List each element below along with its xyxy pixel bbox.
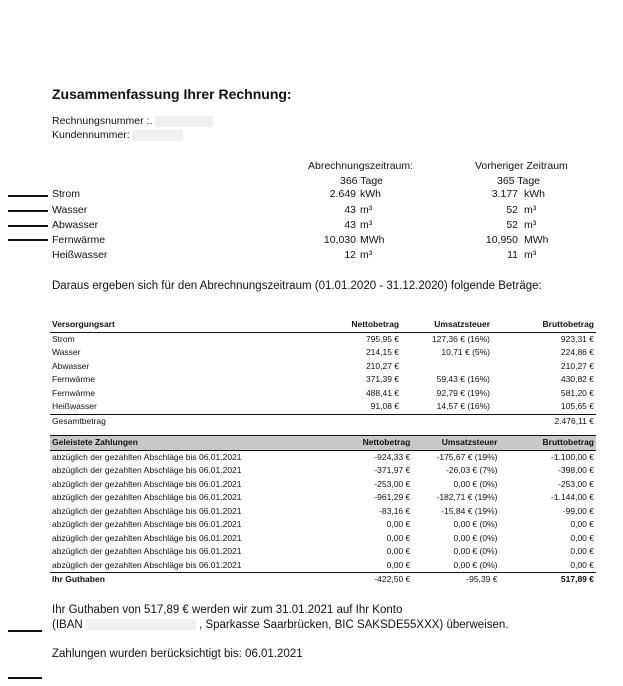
- table-header-row: [50, 318, 596, 332]
- previous-value: 3.177: [491, 188, 518, 200]
- table-header-row: [50, 436, 596, 451]
- vat-amount: 10,71 € (5%): [441, 347, 491, 357]
- margin-mark: [8, 239, 48, 241]
- net-amount: 210,27 €: [365, 360, 400, 371]
- gross-amount: 224,86 €: [560, 347, 594, 357]
- payments-considered-text: Zahlungen wurden berücksichtigt bis: 06.01.2021: [52, 648, 303, 660]
- previous-period-header: Vorheriger Zeitraum: [475, 160, 568, 172]
- margin-mark: [8, 677, 42, 679]
- table-row: [50, 373, 596, 387]
- table-row: [50, 400, 596, 414]
- previous-value: 10,950: [485, 234, 518, 246]
- period-header: Abrechnungszeitraum:: [308, 160, 414, 172]
- table-row: [50, 360, 596, 374]
- table-row: [50, 559, 596, 573]
- column-header: Nettobetrag: [311, 318, 401, 332]
- table-row: [50, 491, 596, 505]
- column-header: Bruttobetrag: [492, 318, 596, 332]
- summary-label: Heißwasser: [52, 249, 108, 261]
- net-amount: -961,29 €: [374, 492, 411, 502]
- table-row: [50, 464, 596, 478]
- vat-amount: 92,79 € (19%): [436, 387, 491, 398]
- column-header: Geleistete Zahlungen: [50, 436, 140, 451]
- summary-label: Wasser: [52, 204, 88, 216]
- gross-amount: -1.144,00 €: [550, 492, 594, 502]
- credit-label: Ihr Guthaben: [52, 574, 105, 584]
- previous-unit: m³: [524, 204, 537, 216]
- vat-amount: [401, 360, 492, 374]
- gross-amount: 0,00 €: [570, 532, 594, 543]
- supply-type: Abwasser: [52, 360, 90, 371]
- gross-amount: -1.100,00 €: [550, 451, 594, 462]
- gross-amount: 0,00 €: [570, 546, 594, 556]
- supply-type: Strom: [52, 333, 75, 344]
- payments-table: [50, 435, 596, 587]
- current-unit: kWh: [360, 188, 381, 200]
- vat-amount: -182,71 € (19%): [436, 492, 498, 502]
- net-amount: 795,95 €: [365, 333, 400, 344]
- payment-description: abzüglich der gezahlten Abschläge bis 06.01.2021: [52, 478, 242, 489]
- vat-amount: 127,36 € (16%): [431, 333, 491, 344]
- table-row: [50, 505, 596, 519]
- total-value: 2.476,11 €: [554, 415, 594, 426]
- supply-type: Fernwärme: [52, 387, 95, 398]
- summary-label: Fernwärme: [52, 234, 106, 246]
- redacted-iban: [86, 619, 196, 630]
- previous-value: 52: [506, 204, 518, 216]
- table-row: [50, 346, 596, 360]
- document-title: Zusammenfassung Ihrer Rechnung:: [52, 86, 292, 102]
- payment-description: abzüglich der gezahlten Abschläge bis 06.01.2021: [52, 451, 242, 462]
- table-row: [50, 518, 596, 532]
- gross-amount: 210,27 €: [560, 360, 594, 371]
- net-amount: 371,39 €: [365, 374, 400, 384]
- net-amount: -253,00 €: [374, 478, 411, 489]
- net-amount: 214,15 €: [365, 347, 400, 357]
- gross-amount: 581,20 €: [560, 387, 594, 398]
- supply-type: Fernwärme: [52, 374, 95, 384]
- previous-value: 52: [506, 219, 518, 231]
- previous-period-days: 365 Tage: [497, 175, 541, 187]
- previous-unit: kWh: [524, 188, 545, 200]
- total-label: Gesamtbetrag: [52, 415, 106, 426]
- payment-description: abzüglich der gezahlten Abschläge bis 06.01.2021: [52, 532, 242, 543]
- current-value: 43: [344, 219, 356, 231]
- gross-amount: -99,00 €: [562, 505, 594, 516]
- payment-description: abzüglich der gezahlten Abschläge bis 06.01.2021: [52, 519, 242, 529]
- margin-mark: [8, 630, 42, 632]
- margin-mark: [8, 210, 48, 212]
- current-unit: m³: [360, 204, 373, 216]
- redacted-customer-number: [133, 130, 183, 141]
- table-row: [50, 450, 596, 464]
- payment-description: abzüglich der gezahlten Abschläge bis 06.01.2021: [52, 505, 242, 516]
- net-amount: -924,33 €: [374, 451, 411, 462]
- vat-amount: 0,00 € (0%): [412, 559, 499, 573]
- customer-number-row: [52, 129, 183, 141]
- vat-amount: 59,43 € (16%): [436, 374, 491, 384]
- vat-amount: 0,00 € (0%): [453, 478, 498, 489]
- previous-value: 11: [507, 249, 518, 261]
- table-row: [50, 545, 596, 559]
- gross-amount: 430,82 €: [560, 374, 594, 384]
- previous-unit: m³: [524, 219, 537, 231]
- current-value: 12: [344, 249, 356, 261]
- summary-label: Strom: [52, 188, 81, 200]
- gross-amount: 105,65 €: [492, 400, 596, 414]
- vat-amount: 0,00 € (0%): [453, 546, 498, 556]
- net-amount: -83,16 €: [379, 505, 411, 516]
- credit-row: [50, 573, 596, 587]
- supply-table: [50, 318, 596, 428]
- vat-amount: 14,57 € (16%): [401, 400, 492, 414]
- payment-description: abzüglich der gezahlten Abschläge bis 06.01.2021: [52, 465, 242, 475]
- credit-net: -422,50 €: [374, 574, 411, 584]
- bank-details-rest: , Sparkasse Saarbrücken, BIC SAKSDE55XXX) überweisen.: [199, 619, 509, 631]
- current-unit: MWh: [360, 234, 385, 246]
- table-row: [50, 387, 596, 401]
- column-header: Nettobetrag: [328, 436, 412, 451]
- table-row: [50, 532, 596, 546]
- credit-tax: -95,39 €: [466, 574, 498, 584]
- credit-gross: 517,89 €: [560, 574, 594, 584]
- gross-amount: -253,00 €: [558, 478, 594, 489]
- vat-amount: 0,00 € (0%): [453, 532, 498, 543]
- iban-label: (IBAN: [52, 619, 83, 631]
- current-value: 43: [344, 204, 356, 216]
- gross-amount: -398,00 €: [558, 465, 594, 475]
- bank-details-text: [52, 619, 508, 631]
- payment-description: abzüglich der gezahlten Abschläge bis 06.01.2021: [52, 492, 242, 502]
- previous-unit: m³: [524, 249, 537, 261]
- column-header: Umsatzsteuer: [412, 436, 499, 451]
- supply-type: Wasser: [52, 347, 81, 357]
- current-value: 2.649: [329, 188, 356, 200]
- total-row: [50, 414, 596, 428]
- redacted-invoice-number: [155, 116, 213, 127]
- net-amount: 0,00 €: [386, 519, 411, 529]
- invoice-number-label: Rechnungsnummer :.: [52, 115, 153, 127]
- column-header: Versorgungsart: [50, 318, 117, 332]
- margin-mark: [8, 195, 48, 197]
- net-amount: -371,97 €: [374, 465, 411, 475]
- table-row: [50, 478, 596, 492]
- invoice-number-row: [52, 115, 213, 127]
- current-value: 10,030: [323, 234, 356, 246]
- period-days: 366 Tage: [340, 175, 384, 187]
- vat-amount: -175,67 € (19%): [436, 451, 498, 462]
- net-amount: 0,00 €: [328, 559, 412, 573]
- net-amount: 91,08 €: [311, 400, 401, 414]
- credit-transfer-text: Ihr Guthaben von 517,89 € werden wir zum 31.01.2021 auf Ihr Konto: [52, 604, 403, 616]
- net-amount: 488,41 €: [365, 387, 400, 398]
- vat-amount: -26,03 € (7%): [445, 465, 498, 475]
- margin-mark: [8, 225, 48, 227]
- gross-amount: 923,31 €: [560, 333, 594, 344]
- table-row: [50, 332, 596, 346]
- gross-amount: 0,00 €: [499, 559, 596, 573]
- intro-text: Daraus ergeben sich für den Abrechnungszeitraum (01.01.2020 - 31.12.2020) folgende Beträge:: [52, 280, 542, 292]
- payment-description: abzüglich der gezahlten Abschläge bis 06.01.2021: [50, 559, 328, 573]
- previous-unit: MWh: [524, 234, 549, 246]
- summary-label: Abwasser: [52, 219, 99, 231]
- net-amount: 0,00 €: [386, 532, 411, 543]
- vat-amount: -15,84 € (19%): [441, 505, 498, 516]
- column-header: Bruttobetrag: [499, 436, 596, 451]
- customer-number-label: Kundennummer:: [52, 129, 130, 141]
- column-header: Umsatzsteuer: [401, 318, 492, 332]
- net-amount: 0,00 €: [386, 546, 411, 556]
- current-unit: m³: [360, 219, 373, 231]
- payment-description: abzüglich der gezahlten Abschläge bis 06.01.2021: [52, 546, 242, 556]
- gross-amount: 0,00 €: [570, 519, 594, 529]
- vat-amount: 0,00 € (0%): [453, 519, 498, 529]
- current-unit: m³: [360, 249, 373, 261]
- supply-type: Heißwasser: [50, 400, 117, 414]
